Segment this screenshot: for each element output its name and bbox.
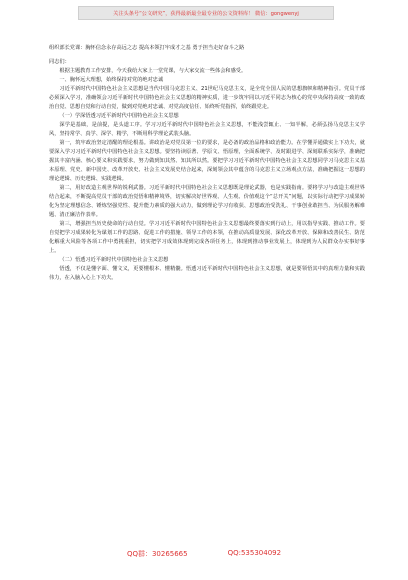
promo-banner: 关注头条号“公文研究”，获得最新最全最专业的公文资料库！ 微信：gongwenyj [78,6,334,20]
paragraph: 悟透，不仅是懂字面、懂文义，更要懂根本、懂精髓。悟透习近平新时代中国特色社会主义思想，就是要领悟其中的真理力量和实践伟力，在入脑入心上下功夫。 [49,266,365,281]
paragraph: 深学是基础，是前提，是头道工序。学习习近平新时代中国特色社会主义思想，不能浅尝辄止、一知半解，必须弘扬马克思主义学风，坚持常学、真学、深学、精学，不断用科学理论武装头脑。 [49,122,365,137]
qq-contact-text: QQ:535304092 [227,549,282,557]
page-footer [0,549,408,561]
qq-group-text: QQ群：30265665 [126,550,188,558]
section-heading: 一、胸怀远大理想，始终保持对党的绝对忠诚 [59,77,164,83]
document-body [49,44,365,283]
paragraph: 第三，增强担当历史使命的行动自觉。学习习近平新时代中国特色社会主义思想最终要落实到行动上，用以指导实践、推动工作。要自觉把学习成果转化为谋划工作的思路、促进工作的措施、领导工作的本领，在推动高质量发展、深化改革开放、保障和改善民生、防范化解重大风险等各项工作中勇挑重担，切实把学习成效体现到完成各项任务上，体现到推动事业发展上，体现到为人民群众办实事好事上。 [49,221,365,254]
paragraph: 习近平新时代中国特色社会主义思想是当代中国马克思主义、21世纪马克思主义，是全党全国人民的思想旗帜和精神指引。党员干部必须深入学习，准确领会习近平新时代中国特色社会主义思想的精神实质，进一步筑牢同以习近平同志为核心的党中央保持高度一致的政治自觉、思想自觉和行动自觉，做到对党绝对忠诚、对党高度信任、始终听党指挥，始终跟党走。 [49,86,365,110]
paragraph: 同志们： [49,59,70,65]
paragraph: 组织部长党课：胸怀信念永存高远之志 提高本领打牢成才之基 勇于担当走好奋斗之路 [49,45,245,51]
subsection-heading: （二）悟透习近平新时代中国特色社会主义思想 [59,257,169,263]
subsection-heading: （一）学深悟透习近平新时代中国特色社会主义思想 [59,113,179,119]
paragraph: 第一，筑牢政治坚定清醒的理论根基。讲政治是对党员第一位的要求，是必备的政治品格和政治能力。在学懂弄通做实上下功夫，就要深入学习习近平新时代中国特色社会主义思想。要坚持读原著、学原文、悟原理，全面系统学、及时跟进学、深刻联系实际学，准确把握其丰富内涵、核心要义和实践要求，努力做到知其然、知其所以然。要把学习习近平新时代中国特色社会主义思想同学习马克思主义基本原理、党史、新中国史、改革开放史、社会主义发展史结合起来，深刻领会其中蕴含的马克思主义立场观点方法，准确把握这一思想的理论逻辑、历史逻辑、实践逻辑。 [49,140,365,182]
paragraph: 第二，用好改造主观世界的锐利武器。习近平新时代中国特色社会主义思想既是理论武器，也是实践指南。要将学习与改造主观世界结合起来，不断提高党员干部的政治觉悟和精神境界，切实解决好世界观、人生观、价值观这个“总开关”问题，以实际行动把学习成果转化为坚定理想信念、锤炼坚强党性、提升能力素质的强大动力，做到理论学习有收获、思想政治受洗礼、干事创业敢担当、为民服务解难题、清正廉洁作表率。 [49,185,365,218]
paragraph: 根据主题教育工作安排，今天我给大家上一堂党课，与大家交流一些体会和感受。 [59,68,247,74]
